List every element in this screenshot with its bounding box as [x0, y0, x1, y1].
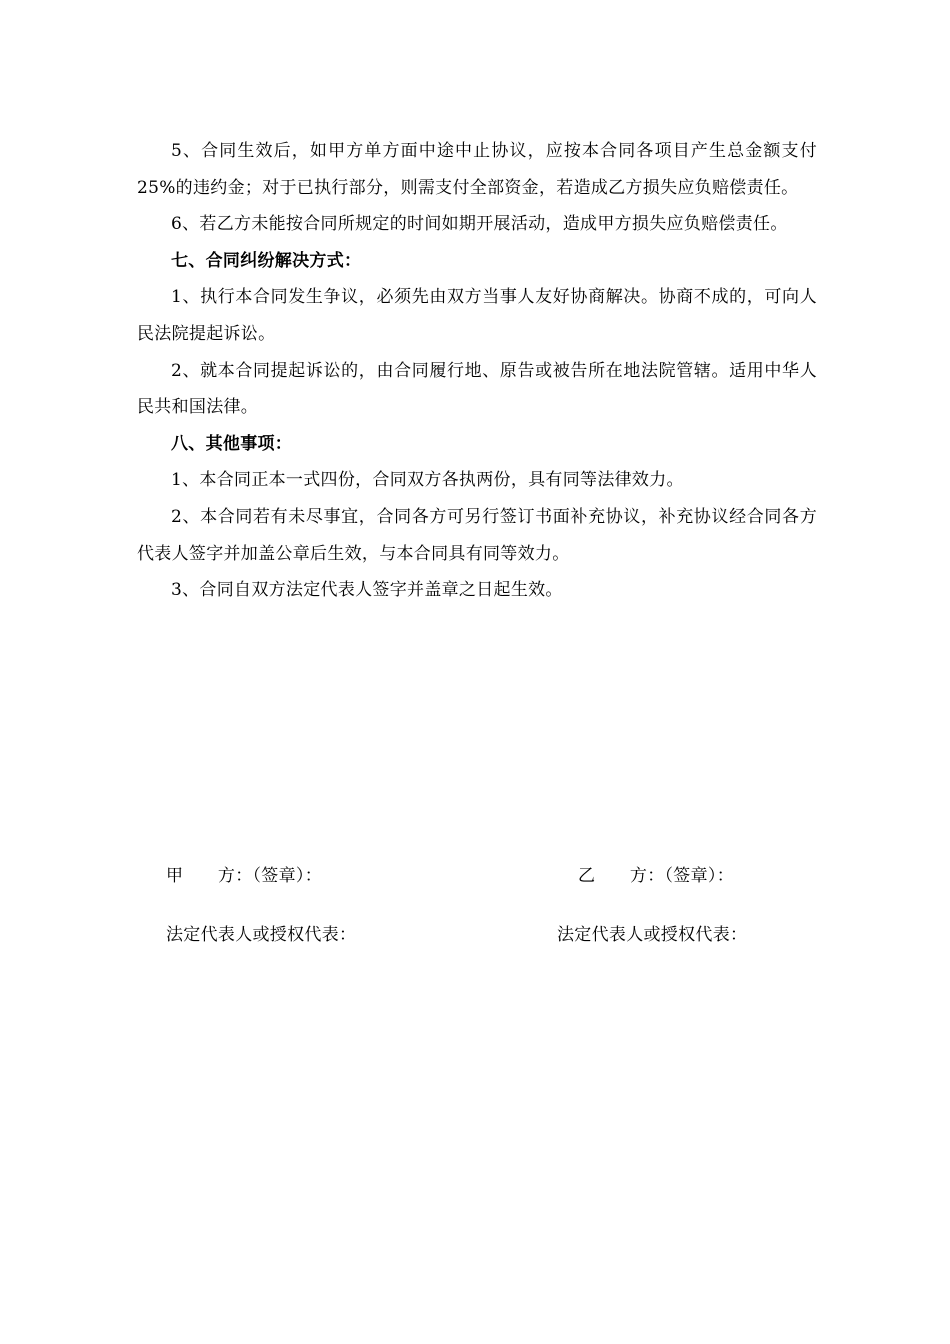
section-7-item-1: 1、执行本合同发生争议，必须先由双方当事人友好协商解决。协商不成的，可向人民法院提起诉讼。 [137, 287, 817, 344]
party-a-representative-label: 法定代表人或授权代表： [166, 925, 357, 945]
party-b-signature-label: 乙 方：（签章）： [578, 866, 734, 886]
section-8-item-1: 1、本合同正本一式四份，合同双方各执两份，具有同等法律效力。 [171, 470, 684, 491]
section-8-item-3: 3、合同自双方法定代表人签字并盖章之日起生效。 [171, 580, 563, 601]
section-7-heading: 七、合同纠纷解决方式： [171, 250, 362, 271]
party-a-signature-label: 甲 方：（签章）： [166, 866, 322, 886]
section-7-item-2: 2、就本合同提起诉讼的，由合同履行地、原告或被告所在地法院管辖。适用中华人民共和国法律。 [137, 360, 817, 418]
clause-6: 6、若乙方未能按合同所规定的时间如期开展活动，造成甲方损失应负赔偿责任。 [171, 214, 788, 235]
clause-5: 5、合同生效后，如甲方单方面中途中止协议，应按本合同各项目产生总金额支付 25%的违约金；对于已执行部分，则需支付全部资金，若造成乙方损失应负赔偿责任。 [137, 141, 817, 198]
section-8-heading: 八、其他事项： [171, 433, 293, 454]
party-b-representative-label: 法定代表人或授权代表： [557, 925, 748, 945]
contract-body [137, 133, 817, 609]
section-8-item-2: 2、本合同若有未尽事宜，合同各方可另行签订书面补充协议，补充协议经合同各方代表人签字并加盖公章后生效，与本合同具有同等效力。 [137, 506, 817, 564]
